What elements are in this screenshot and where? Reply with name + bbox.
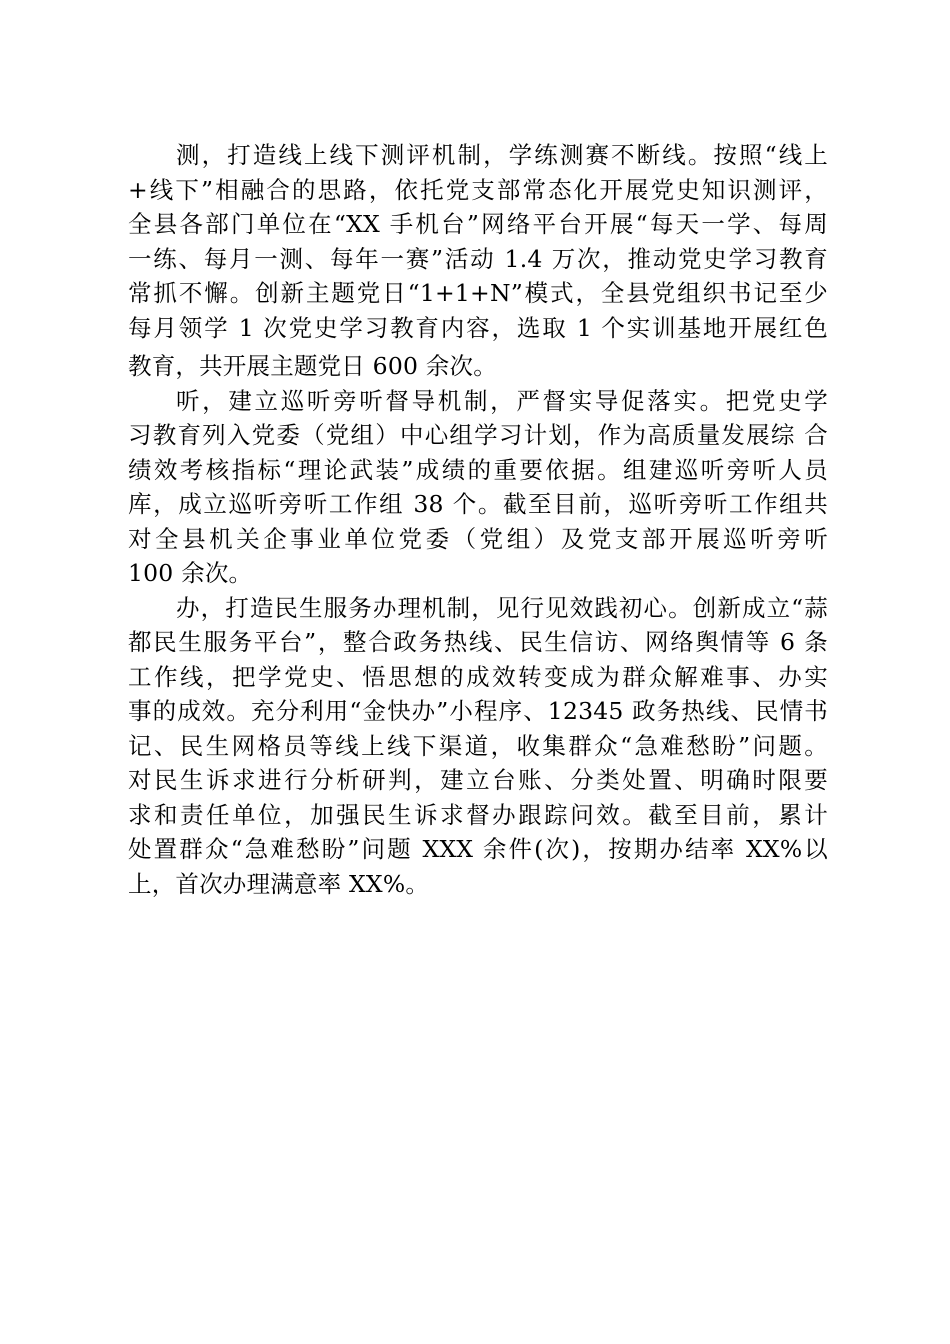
text-line: 求和责任单位，加强民生诉求督办跟踪问效。截至目前，累计 [128,800,828,829]
text-line: 100 余次。 [128,559,253,587]
text-line: 事的成效。充分利用“金快办”小程序、12345 政务热线、民情书 [128,697,828,725]
text-line: 办，打造民生服务办理机制，见行见效践初心。创新成立“蒜 [176,593,828,622]
text-line: 记、民生网格员等线上线下渠道，收集群众“急难愁盼”问题。 [128,731,828,760]
text-line: 每月领学 1 次党史学习教育内容，选取 1 个实训基地开展红色 [128,313,828,342]
text-line: 测，打造线上线下测评机制，学练测赛不断线。按照“线上 [176,141,828,169]
text-line: 对民生诉求进行分析研判，建立台账、分类处置、明确时限要 [128,766,828,794]
text-line: 一练、每月一测、每年一赛”活动 1.4 万次，推动党史学习教育 [128,244,828,273]
document-page [128,138,828,901]
text-line: 都民生服务平台”，整合政务热线、民生信访、网络舆情等 6 条 [128,628,828,656]
paragraph-listen [128,384,828,591]
text-line: 绩效考核指标“理论武装”成绩的重要依据。组建巡听旁听人员 [128,455,828,484]
text-line: 处置群众“急难愁盼”问题 XXX 余件(次)，按期办结率 XX%以 [128,835,828,863]
text-line: 工作线，把学党史、悟思想的成效转变成为群众解难事、办实 [128,662,828,691]
text-line: 常抓不懈。创新主题党日“1+1+N”模式，全县党组织书记至少 [128,279,828,307]
text-line: 习教育列入党委（党组）中心组学习计划，作为高质量发展综 合 [128,421,828,449]
text-line: 库，成立巡听旁听工作组 38 个。截至目前，巡听旁听工作组共 [128,490,828,518]
paragraph-test [128,138,828,384]
text-line: 听，建立巡听旁听督导机制，严督实导促落实。把党史学 [176,386,828,415]
text-line: +线下”相融合的思路，依托党支部常态化开展党史知识测评， [128,175,828,204]
text-line: 上，首次办理满意率 XX%。 [128,869,430,898]
paragraph-handle [128,591,828,902]
text-line: 全县各部门单位在“XX 手机台”网络平台开展“每天一学、每周 [128,210,828,238]
text-line: 教育，共开展主题党日 600 余次。 [128,352,497,380]
text-line: 对全县机关企事业单位党委（党组）及党支部开展巡听旁听 [128,524,828,553]
